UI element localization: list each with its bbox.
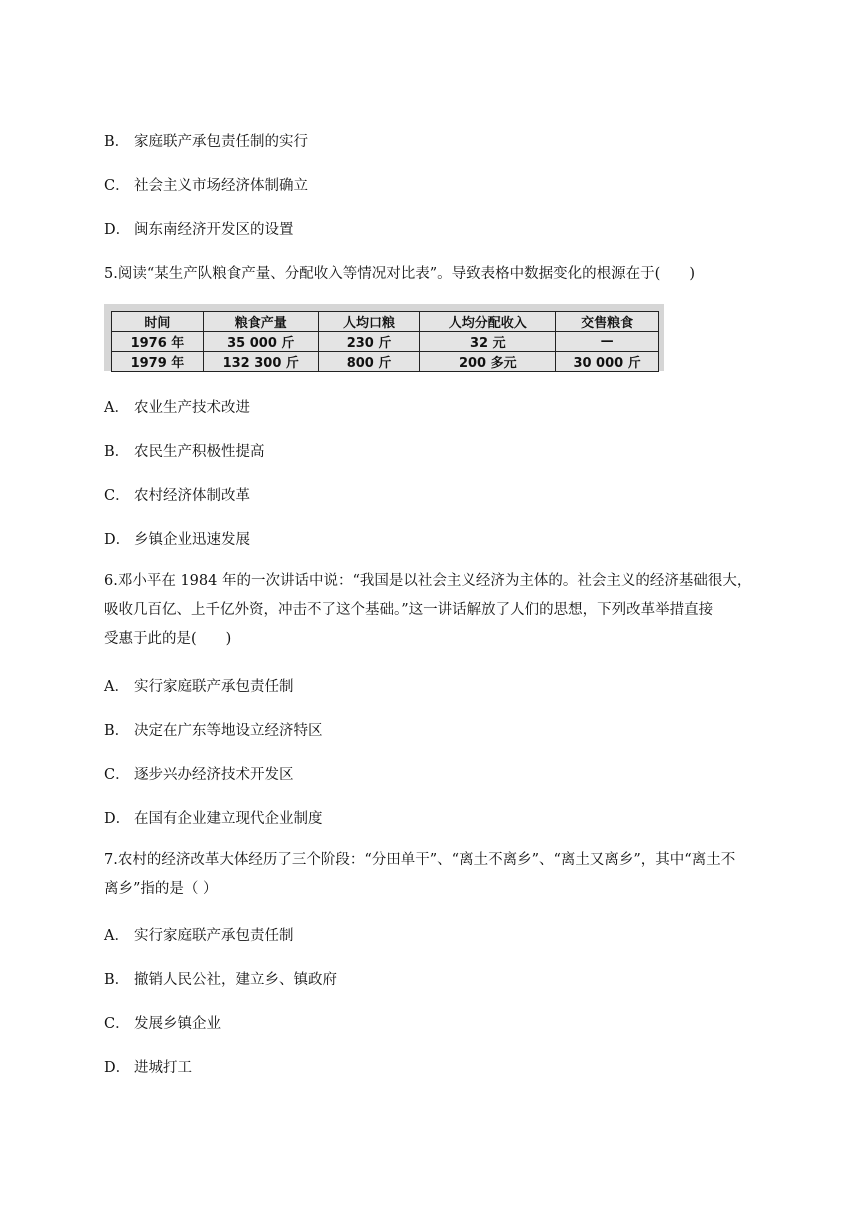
option-text: 乡镇企业迅速发展 [134,532,250,548]
table-cell: 200 多元 [420,352,556,372]
q5-option-d [104,528,250,549]
option-text: 进城打工 [134,1060,192,1076]
table-cell: — [556,332,659,352]
option-text: 逐步兴办经济技术开发区 [134,767,294,783]
stem-line: 受惠于此的是( ) [104,631,232,647]
option-letter: C． [104,178,130,194]
table-header-row [112,312,659,332]
q5-option-c [104,484,250,505]
option-letter: D． [104,532,131,548]
option-letter: B． [104,972,130,988]
stem-line: 7.农村的经济改革大体经历了三个阶段：“分田单干”、“离土不离乡”、“离土又离乡”，其中“离土不 [104,852,736,868]
table-header: 人均分配收入 [420,312,556,332]
option-text: 农民生产积极性提高 [134,444,265,460]
option-letter: B． [104,444,130,460]
q7-option-a [104,924,294,945]
table-cell: 32 元 [420,332,556,352]
q5-stem: 5.阅读“某生产队粮食产量、分配收入等情况对比表”。导致表格中数据变化的根源在于( ) [104,266,695,282]
table-header: 交售粮食 [556,312,659,332]
q6-option-a [104,675,294,696]
q7-option-b [104,968,337,989]
q6-option-b [104,719,323,740]
option-text: 实行家庭联产承包责任制 [134,928,294,944]
option-letter: B． [104,134,130,150]
option-text: 撤销人民公社，建立乡、镇政府 [134,972,337,988]
option-letter: C． [104,1016,130,1032]
option-text: 家庭联产承包责任制的实行 [134,134,308,150]
stem-line: 6.邓小平在 1984 年的一次讲话中说：“我国是以社会主义经济为主体的。社会主义的经济基础很大， [104,573,752,589]
option-text: 发展乡镇企业 [134,1016,221,1032]
option-letter: D． [104,1060,131,1076]
table-cell: 1979 年 [112,352,204,372]
q4-option-c [104,174,308,195]
table-cell: 30 000 斤 [556,352,659,372]
q6-option-c [104,763,294,784]
table-header: 时间 [112,312,204,332]
option-letter: C． [104,488,130,504]
stem-line: 离乡”指的是（ ） [104,881,218,897]
option-text: 决定在广东等地设立经济特区 [134,723,323,739]
q5-option-a [104,396,250,417]
option-letter: A． [104,679,129,695]
table-header: 人均口粮 [318,312,420,332]
table-row [112,332,659,352]
option-text: 闽东南经济开发区的设置 [134,222,294,238]
option-letter: D． [104,811,131,827]
option-text: 在国有企业建立现代企业制度 [134,811,323,827]
stem-line: 吸收几百亿、上千亿外资，冲击不了这个基础。”这一讲话解放了人们的思想，下列改革举措直接 [104,602,714,618]
table-cell: 800 斤 [318,352,420,372]
q6-stem [104,567,760,654]
table-cell: 35 000 斤 [203,332,318,352]
table-header: 粮食产量 [203,312,318,332]
table-row [112,352,659,372]
q7-option-d [104,1056,192,1077]
table-cell: 1976 年 [112,332,204,352]
q7-option-c [104,1012,221,1033]
data-table [111,311,659,372]
option-letter: A． [104,928,129,944]
option-text: 社会主义市场经济体制确立 [134,178,308,194]
table-cell: 132 300 斤 [203,352,318,372]
option-text: 实行家庭联产承包责任制 [134,679,294,695]
table-cell: 230 斤 [318,332,420,352]
option-text: 农业生产技术改进 [134,400,250,416]
q4-option-b [104,130,308,151]
q7-stem [104,846,760,904]
q5-option-b [104,440,265,461]
option-letter: B． [104,723,130,739]
option-letter: A． [104,400,129,416]
q5-comparison-table [104,304,664,371]
option-letter: D． [104,222,131,238]
q4-option-d [104,218,294,239]
option-letter: C． [104,767,130,783]
option-text: 农村经济体制改革 [134,488,250,504]
q6-option-d [104,807,323,828]
